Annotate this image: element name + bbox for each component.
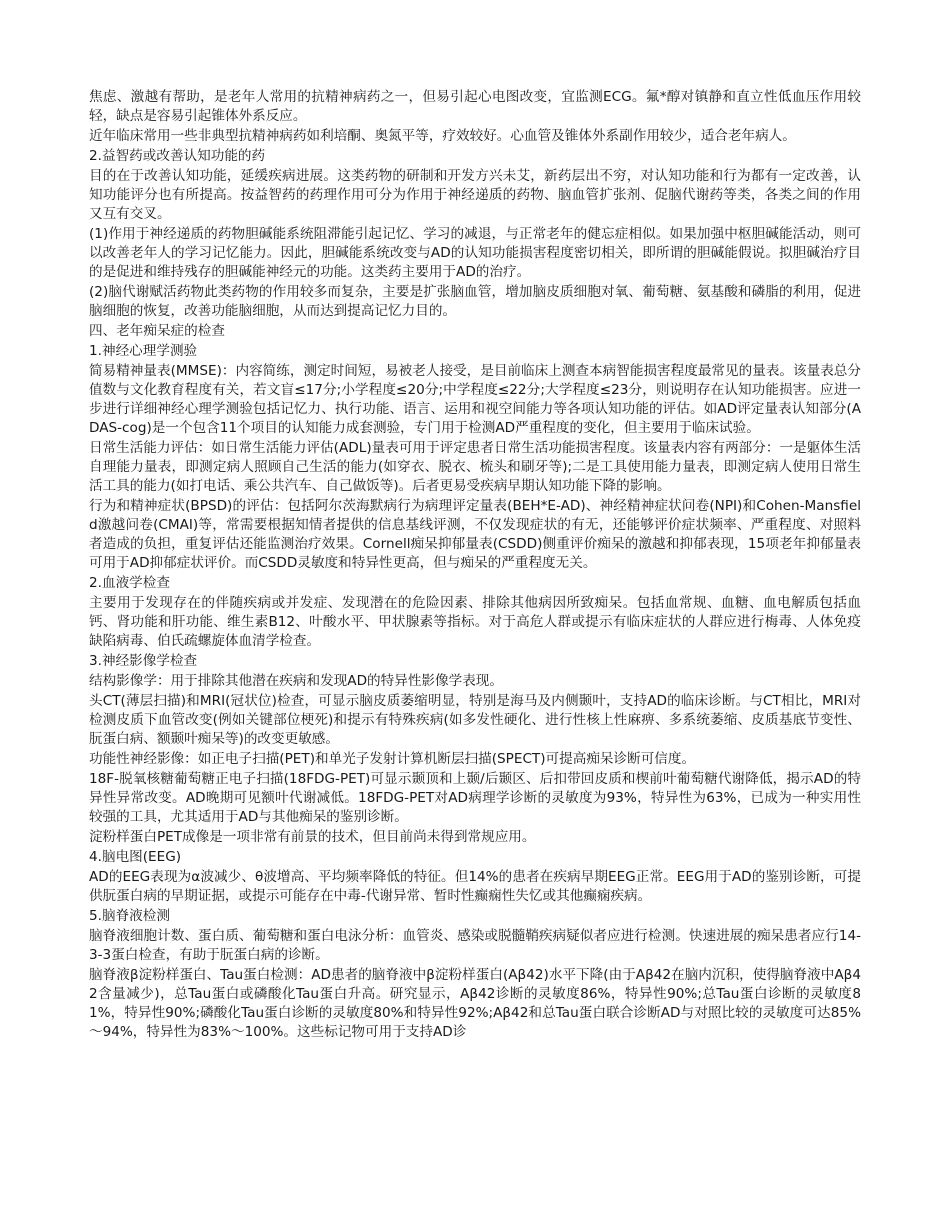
paragraph: 18F-脱氧核糖葡萄糖正电子扫描(18FDG-PET)可显示颞顶和上颞/后颞区、后扣带回皮质和楔前叶葡萄糖代谢降低，揭示AD的特异性异常改变。AD晚期可见额叶代谢减低。18FDG-PET对AD病理学诊断的灵敏度为93%，特异性为63%，已成为一种实用性较强的工具，尤其适用于AD与其他痴呆的鉴别诊断。 xyxy=(89,771,861,825)
paragraph: 焦虑、激越有帮助，是老年人常用的抗精神病药之一，但易引起心电图改变，宜监测ECG。氟*醇对镇静和直立性低血压作用较轻，缺点是容易引起锥体外系反应。 xyxy=(89,89,861,124)
paragraph: 淀粉样蛋白PET成像是一项非常有前景的技术，但目前尚未得到常规应用。 xyxy=(89,829,536,845)
paragraph: 目的在于改善认知功能，延缓疾病进展。这类药物的研制和开发方兴未艾，新药层出不穷，对认知功能和行为都有一定改善，认知功能评分也有所提高。按益智药的药理作用可分为作用于神经递质的药物、脑血管扩张剂、促脑代谢药等类，各类之间的作用又互有交叉。 xyxy=(89,168,861,222)
section-heading: 2.益智药或改善认知功能的药 xyxy=(89,148,266,164)
section-heading: 1.神经心理学测验 xyxy=(89,343,198,359)
paragraph: 简易精神量表(MMSE)：内容简练，测定时间短，易被老人接受，是目前临床上测查本病智能损害程度最常见的量表。该量表总分值数与文化教育程度有关，若文盲≤17分;小学程度≤20分;中学程度≤22分;大学程度≤23分，则说明存在认知功能损害。应进一步进行详细神经心理学测验包括记忆力、执行功能、语言、运用和视空间能力等各项认知功能的评估。如AD评定量表认知部分(ADAS-cog)是一个包含11个项目的认知能力成套测验，专门用于检测AD严重程度的变化，但主要用于临床试验。 xyxy=(89,363,861,436)
paragraph: 功能性神经影像：如正电子扫描(PET)和单光子发射计算机断层扫描(SPECT)可提高痴呆诊断可信度。 xyxy=(89,751,696,767)
section-heading: 四、老年痴呆症的检查 xyxy=(89,323,225,339)
paragraph: 行为和精神症状(BPSD)的评估：包括阿尔茨海默病行为病理评定量表(BEH*E-AD)、神经精神症状问卷(NPI)和Cohen-Mansfield激越问卷(CMAI)等，常需要根据知情者提供的信息基线评测，不仅发现症状的有无，还能够评价症状频率、严重程度、对照料者造成的负担，重复评估还能监测治疗效果。Cornell痴呆抑郁量表(CSDD)侧重评价痴呆的激越和抑郁表现，15项老年抑郁量表可用于AD抑郁症状评价。而CSDD灵敏度和特异性更高，但与痴呆的严重程度无关。 xyxy=(89,498,861,571)
section-heading: 3.神经影像学检查 xyxy=(89,653,198,669)
section-heading: 5.脑脊液检测 xyxy=(89,908,170,924)
document-page xyxy=(89,88,861,1043)
paragraph: 结构影像学：用于排除其他潜在疾病和发现AD的特异性影像学表现。 xyxy=(89,673,503,689)
paragraph: 日常生活能力评估：如日常生活能力评估(ADL)量表可用于评定患者日常生活功能损害程度。该量表内容有两部分：一是躯体生活自理能力量表，即测定病人照顾自己生活的能力(如穿衣、脱衣、梳头和刷牙等);二是工具使用能力量表，即测定病人使用日常生活工具的能力(如打电话、乘公共汽车、自己做饭等)。后者更易受疾病早期认知功能下降的影响。 xyxy=(89,440,862,494)
paragraph: 近年临床常用一些非典型抗精神病药如利培酮、奥氮平等，疗效较好。心血管及锥体外系副作用较少，适合老年病人。 xyxy=(89,128,796,144)
paragraph: 脑脊液细胞计数、蛋白质、葡萄糖和蛋白电泳分析：血管炎、感染或脱髓鞘疾病疑似者应进行检测。快速进展的痴呆患者应行14-3-3蛋白检查，有助于朊蛋白病的诊断。 xyxy=(89,928,861,963)
section-heading: 2.血液学检查 xyxy=(89,575,170,591)
paragraph: (2)脑代谢赋活药物此类药物的作用较多而复杂，主要是扩张脑血管，增加脑皮质细胞对氧、葡萄糖、氨基酸和磷脂的利用，促进脑细胞的恢复，改善功能脑细胞，从而达到提高记忆力目的。 xyxy=(89,284,861,319)
paragraph: AD的EEG表现为α波减少、θ波增高、平均频率降低的特征。但14%的患者在疾病早期EEG正常。EEG用于AD的鉴别诊断，可提供朊蛋白病的早期证据，或提示可能存在中毒-代谢异常、暂时性癫痫性失忆或其他癫痫疾病。 xyxy=(89,869,861,904)
paragraph: 头CT(薄层扫描)和MRI(冠状位)检查，可显示脑皮质萎缩明显，特别是海马及内侧颞叶，支持AD的临床诊断。与CT相比，MRI对检测皮质下血管改变(例如关键部位梗死)和提示有特殊疾病(如多发性硬化、进行性核上性麻痹、多系统萎缩、皮质基底节变性、朊蛋白病、额颞叶痴呆等)的改变更敏感。 xyxy=(89,693,861,747)
section-heading: 4.脑电图(EEG) xyxy=(89,849,182,865)
paragraph: (1)作用于神经递质的药物胆碱能系统阻滞能引起记忆、学习的减退，与正常老年的健忘症相似。如果加强中枢胆碱能活动，则可以改善老年人的学习记忆能力。因此，胆碱能系统改变与AD的认知功能损害程度密切相关，即所谓的胆碱能假说。拟胆碱治疗目的是促进和维持残存的胆碱能神经元的功能。这类药主要用于AD的治疗。 xyxy=(89,226,861,280)
paragraph: 主要用于发现存在的伴随疾病或并发症、发现潜在的危险因素、排除其他病因所致痴呆。包括血常规、血糖、血电解质包括血钙、肾功能和肝功能、维生素B12、叶酸水平、甲状腺素等指标。对于高危人群或提示有临床症状的人群应进行梅毒、人体免疫缺陷病毒、伯氏疏螺旋体血清学检查。 xyxy=(89,595,861,649)
paragraph: 脑脊液β淀粉样蛋白、Tau蛋白检测：AD患者的脑脊液中β淀粉样蛋白(Aβ42)水平下降(由于Aβ42在脑内沉积，使得脑脊液中Aβ42含量减少)，总Tau蛋白或磷酸化Tau蛋白升高。研究显示，Aβ42诊断的灵敏度86%，特异性90%;总Tau蛋白诊断的灵敏度81%，特异性90%;磷酸化Tau蛋白诊断的灵敏度80%和特异性92%;Aβ42和总Tau蛋白联合诊断AD与对照比较的灵敏度可达85%～94%，特异性为83%～100%。这些标记物可用于支持AD诊 xyxy=(89,967,861,1040)
